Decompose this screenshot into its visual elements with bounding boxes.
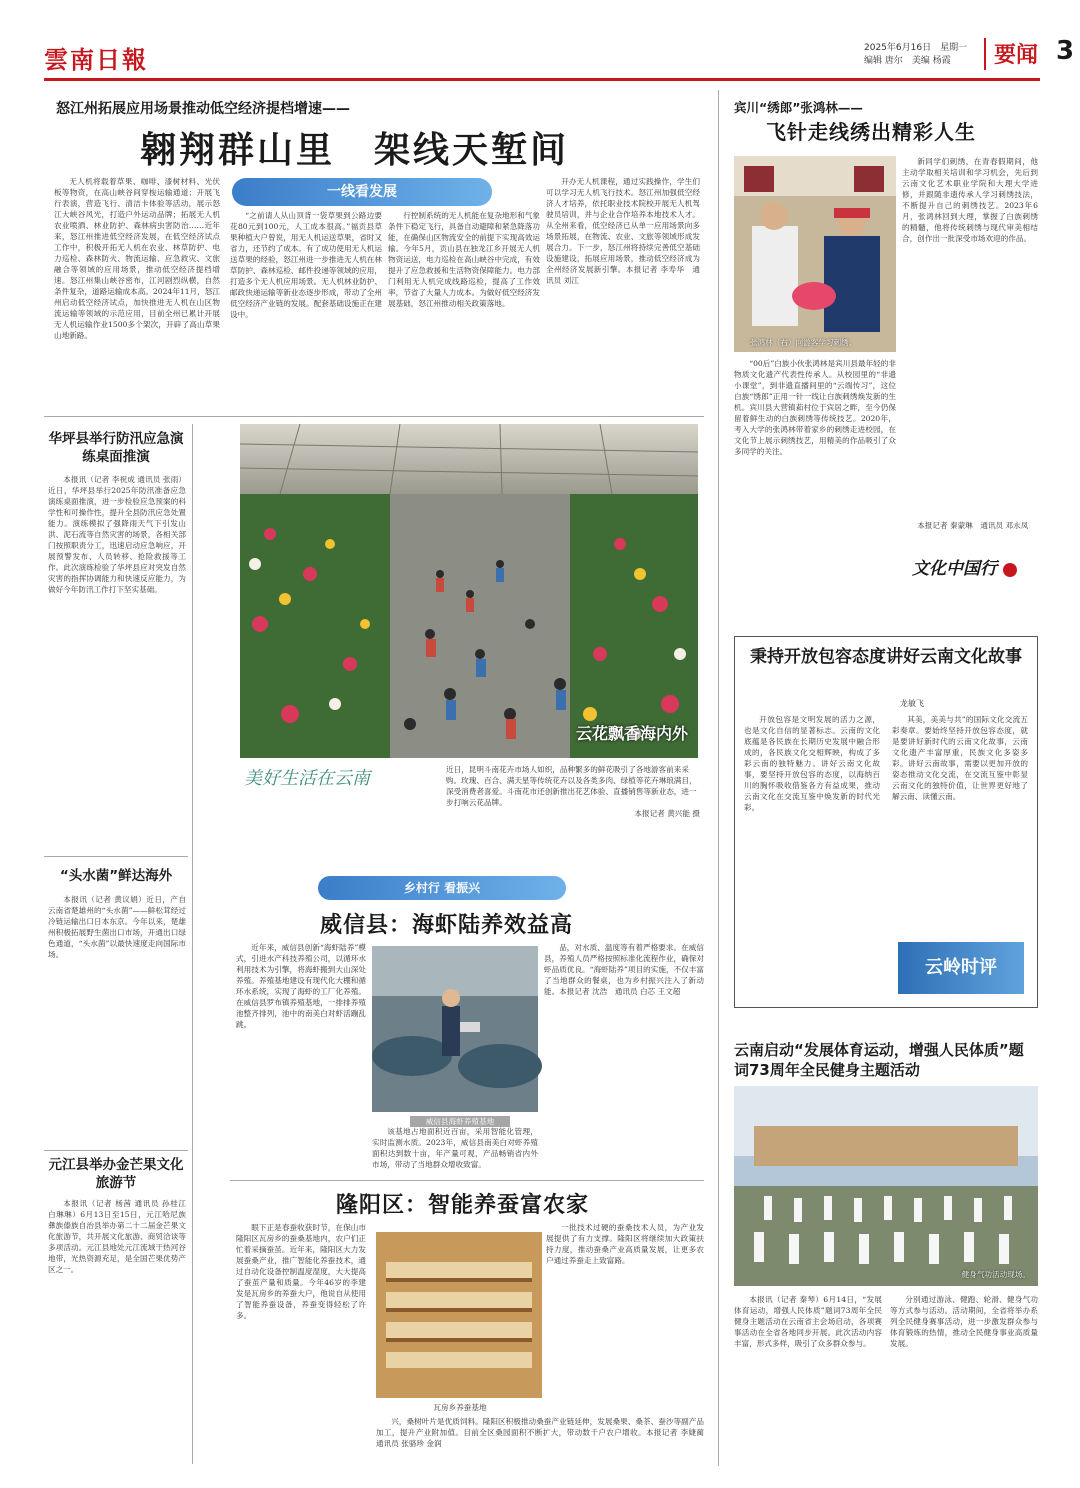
embroidery-body-b-text: “00后”白族小伙张鸿林是宾川县最年轻的非物质文化遗产代表性传承人。从校园里的“非遗小课堂”，到非遗直播间里的“云端传习”，这位白族“绣郎”正用一针一线让白族刺绣焕发新的生机。宾川县大营镇萂村位于宾居之畔，至今仍保留着鲜生动的白族刺绣等传统技艺。2020年，考入大学的张鸿林带着家乡的刺绣走进校园，在文化节上展示刺绣技艺，用精美的作品吸引了众多同学的关注。 (734, 359, 896, 456)
masthead (44, 36, 1075, 76)
silkworm-image (376, 1232, 542, 1398)
shrimp-farm-photo (372, 946, 538, 1112)
fitness-body-a-text: 本报讯（记者 秦琴）6月14日，“发展体育运动，增强人民体质”题词73周年全民健身主题活动在云南省主会场启动，各项赛事活动在全省各地同步开展。此次活动内容丰富，形式多样，吸引了众多群众参与。 (734, 1295, 882, 1348)
lead-col-3-text: 行控制系统的无人机能在复杂地形和气象条件下稳定飞行，具备自动避障和紧急降落功能，在确保山区物流安全的前提下实现高效运输。今年5月，贡山县在独龙江乡开展无人机物资运送，电力巡检在高山峡谷中完成，有效提升了应急救援和生活物资保障能力。电力部门利用无人机完成线路巡检，提高了工作效率，节省了大量人力成本。为做好低空经济发展基础，怒江州推动相关政策落地。 (388, 211, 540, 308)
newspaper-logo: 雲南日報 (44, 45, 148, 74)
divider-left (192, 424, 193, 1464)
lead-col-4 (546, 176, 700, 408)
commentary-head: 秉持开放包容态度讲好云南文化故事 (750, 647, 1022, 667)
date-line: 2025年6月16日 星期一 (864, 43, 968, 53)
embroidery-credit-text: 本报记者 秦蒙琳 通讯员 邓永凤 (917, 521, 1029, 530)
weixin-body-a-text: 近年来，威信县创新“海虾陆养”模式，引进水产科技养殖公司，以循环水利用技术为引擎，将海虾搬到大山深处养殖。养殖基地建设有现代化大棚和循环水系统，实现了海虾的工厂化养殖。在威信县罗布镇养殖基地，一排排养殖池整齐排列，池中的南美白对虾活蹦乱跳。 (236, 943, 366, 1029)
fitness-body-a (734, 1294, 882, 1466)
story-flood-drill-text: 本报讯（记者 李祝成 通讯员 张雨）近日，华坪县举行2025年防汛准备应急演练桌面推演，进一步检验应急预案的科学性和可操作性，提升全县防汛应急处置能力。演练模拟了强降雨天气下引发山洪、泥石流等自然灾害的场景，各相关部门按照职责分工，迅速启动应急响应，开展预警发布、人员转移、抢险救援等工作。此次演练检验了华坪县应对突发自然灾害的指挥协调能力和快速反应能力，为做好今年防汛工作打下坚实基础。 (48, 475, 186, 594)
fitness-body-b-text: 分别通过游泳、健跑、轮滑、健身气功等方式参与活动。活动期间，全省将举办系列全民健身赛事活动，进一步激发群众参与体育锻炼的热情，推动全民健身事业高质量发展。 (890, 1295, 1038, 1348)
lead-col-2-text: “之前请人从山顶背一袋草果到公路边要花80元到100元，人工成本很高。”福贡县草果种植大户曾说，用无人机运送草果，省时又省力，还节约了成本。有了成功使用无人机运送草果的经验，怒江州进一步推进无人机在林草防护、森林巡检、邮件投递等领域的应用，打造多个无人机应用场景。无人机林业防护、邮政快递运输等新业态逐步形成，带动了全州低空经济产业链的发展。配套基础设施正在建设中。 (230, 211, 382, 319)
longyang-body-a-text: 眼下正是春蚕收获时节，在保山市隆阳区瓦房乡的蚕桑基地内，农户们正忙着采摘蚕茧。近年来，隆阳区大力发展蚕桑产业，推广智能化养蚕技术，通过自动化设备控制温度湿度，大大提高了蚕茧产量和质量。今年46岁的李建发是瓦房乡的养蚕大户，他说自从使用了智能养蚕设备，养蚕变得轻松了许多。 (236, 1223, 366, 1320)
lead-col-4-text: 开办无人机课程，通过实践操作，学生们可以学习无人机飞行技术。怒江州加强低空经济人才培养，依托职业技术院校开展无人机驾驶员培训，并与企业合作培养本地技术人才。从全州来看，低空经济已从单一应用场景向多场景拓展，在物流、农业、文旅等领域形成发展合力。下一步，怒江州将持续完善低空基础设施建设，拓展应用场景，推动低空经济成为全州经济发展新引擎。本报记者 李寿华 通讯员 刘江 (546, 177, 700, 285)
story-mango-head: 元江县举办金芒果文化旅游节 (48, 1157, 184, 1191)
date-editor-info (864, 42, 967, 68)
story-flood-drill-head: 华坪县举行防汛应急演练桌面推演 (48, 431, 184, 465)
fitness-photo (734, 1086, 1038, 1286)
page-number: 3 (1056, 36, 1075, 66)
divider-rural (230, 1180, 704, 1181)
divider-left-2 (44, 1150, 188, 1151)
header-separator (984, 38, 986, 70)
story-mushroom-head: “头水菌”鲜达海外 (59, 868, 173, 884)
weixin-body-b (372, 1126, 538, 1172)
commentary-author: 龙敏飞 (900, 699, 924, 708)
longyang-body-c-text: 一批技术过硬的蚕桑技术人员，为产业发展提供了有力支撑。隆阳区将继续加大政策扶持力度，推动蚕桑产业高质量发展，让更多农户通过养蚕走上致富路。 (546, 1223, 704, 1265)
commentary-body-a (744, 714, 880, 1000)
yunling-commentary-logo: 云岭时评 (898, 942, 1024, 994)
rural-ribbon-label: 乡村行 看振兴 (403, 881, 481, 895)
embroidery-body-a (902, 156, 1038, 518)
silkworm-photo-caption: 瓦房乡养蚕基地 (433, 1403, 487, 1412)
longyang-body-c (546, 1222, 704, 1372)
story-mushroom-body (48, 894, 186, 1144)
story-mushroom-text: 本报讯（记者 黄议娟）近日，产自云南省楚雄州的“头水菌”——鲜松茸经过冷链运输出口日本东京。今年以来，楚雄州积极拓展野生菌出口市场，开通出口绿色通道，“头水菌”以最快速度走向国际市场。 (48, 895, 186, 959)
embroidery-head: 飞针走线绣出精彩人生 (766, 120, 976, 144)
lead-col-3 (388, 210, 540, 408)
weixin-body-c (544, 942, 704, 1172)
commentary-body-b-text: 其美，美美与共”的国际文化交流五彩奏章。要始终坚持开放包容态度，就是要讲好新时代的云南文化故事，云南文化遗产丰富厚重，民族文化多姿多彩。讲好云南故事，需要以更加开放的姿态推动文化交流，在交流互鉴中彰显云南文化的独特价值，让世界更好地了解云南、读懂云南。 (892, 715, 1028, 801)
weixin-shrimp-head: 威信县：海虾陆养效益高 (320, 913, 574, 938)
weixin-body-b-text: 该基地占地面积近百亩，采用智能化管理，实时监测水质。2023年，威信县南美白对虾养殖面积达到数十亩，年产量可观，产品畅销省内外市场，带动了当地群众增收致富。 (372, 1127, 538, 1169)
embroidery-photo (734, 156, 896, 352)
commentary-body-b (892, 714, 1028, 932)
embroidery-body-a-text: 新同学们刺绣，在青春假期间，他主动学取相关培训和学习机会，先后到云南文化艺术职业学院和大理大学进修，并跟随非遗传承人学习刺绣技法，不断提升自己的刺绣技艺。2023年6月，张鸿林回到大理，掌握了白族刺绣的精髓，他将传统刺绣与现代审美相结合，创作出一批深受市场欢迎的作品。 (902, 157, 1038, 243)
silkworm-photo (376, 1232, 542, 1398)
longyang-body-b-text: 兴，桑树叶片是优质饲料。隆阳区积极推动桑蚕产业链延伸，发展桑果、桑茶、蚕沙等副产品加工，提升产业附加值。目前全区桑园面积不断扩大，带动数千户农户增收。本报记者 李婕蔺 通讯员 张骆珍 金润 (376, 1417, 712, 1448)
section-name: 要闻 (994, 43, 1039, 68)
shrimp-photo-caption: 威信县海虾养殖基地 (410, 1116, 510, 1127)
flower-market-image (240, 424, 698, 758)
lead-col-2 (230, 210, 382, 408)
culture-china-badge-text: 文化中国行 (912, 559, 997, 579)
embroidery-image (734, 156, 896, 352)
divider-left-1 (44, 856, 188, 857)
weixin-body-c-text: 品，对水质、温度等有着严格要求。在威信县，养殖人员严格按照标准化流程作业，确保对虾品质优良。“海虾陆养”项目的实施，不仅丰富了当地群众的餐桌，也为乡村振兴注入了新动能。本报记者 沈浩 通讯员 白芯 王文超 (544, 943, 704, 996)
ribbon-label: 一线看发展 (327, 184, 397, 200)
flower-caption-text: 近日，昆明斗南花卉市场人如织，品种繁多的鲜花吸引了各地游客前来采购。玫瑰、百合、满天星等传统花卉以及各类多肉、绿植等花卉琳琅满目，深受消费者喜爱。斗南花市还创新推出花艺体验、直播销售等新业态，进一步打响云花品牌。 (446, 765, 697, 807)
story-flood-drill-body (48, 474, 186, 846)
commentary-body-a-text: 开放包容是文明发展的活力之源，也是文化自信的显著标志。云南的文化底蕴是各民族在长期历史发展中融合形成的，各民族文化交相辉映，构成了多彩云南的独特魅力。讲好云南文化故事，要坚持开放包容的态度，以海纳百川的胸怀吸收借鉴各方有益成果，推动云南文化在交流互鉴中焕发新的时代光彩。 (744, 715, 880, 812)
story-mango-body (48, 1198, 186, 1466)
embroidery-credit (902, 520, 1038, 546)
flower-photo-caption (446, 764, 700, 818)
lead-kicker: 怒江州拓展应用场景推动低空经济提档增速—— (56, 101, 350, 117)
section-ribbon-frontline (232, 178, 492, 206)
column-logo-beautiful-life: 美好生活在云南 (244, 768, 370, 789)
longyang-body-a (236, 1222, 366, 1466)
flower-photo-credit: 本报记者 黄兴能 摄 (634, 809, 700, 818)
story-mango-text: 本报讯（记者 杨茜 通讯员 孙桂江 白琳琳）6月13日至15日，元江哈尼族彝族傣族自治县举办第二十二届金芒果文化旅游节，共开展文化旅游、商贸洽谈等多项活动。元江县地处元江流域干热河谷地带，光热资源充足，是全国芒果优势产区之一。 (48, 1199, 186, 1274)
lead-col-1 (54, 176, 220, 408)
divider-lead (44, 416, 704, 417)
header-rule (44, 78, 1040, 81)
fitness-body-b (890, 1294, 1038, 1466)
weixin-body-a (236, 942, 366, 1172)
flower-photo-title: 云花飘香海内外 (575, 724, 688, 743)
longyang-body-b (376, 1416, 712, 1466)
fitness-image (734, 1086, 1038, 1286)
embroidery-kicker: 宾川“绣郎”张鸿林—— (734, 100, 863, 115)
section-ribbon-rural (318, 876, 566, 900)
lead-headline: 翱翔群山里 架线天堑间 (140, 130, 570, 171)
fitness-head: 云南启动“发展体育运动，增强人民体质”题词73周年全民健身主题活动 (734, 1041, 1024, 1079)
shrimp-farm-image (372, 946, 538, 1112)
culture-china-seal-icon (1003, 563, 1017, 577)
flower-market-photo (240, 424, 698, 758)
culture-china-badge (912, 554, 1032, 598)
divider-right (718, 90, 719, 1466)
longyang-silk-head: 隆阳区：智能养蚕富农家 (336, 1193, 590, 1218)
embroidery-photo-caption: 张鸿林（右）向游客学习刺绣。 (750, 338, 857, 347)
fitness-photo-caption: 健身气功活动现场。 (961, 1270, 1030, 1279)
editors-line: 编辑 唐尔 美编 杨霞 (864, 56, 951, 66)
lead-col-1-text: 无人机将载着草果、咖啡、漆树材料、光伏板等物资，在高山峡谷间穿梭运输通道；开展飞行表演，营造飞行、清洁卡体验等活动，展示怒江大峡谷风光，打造户外运动品牌；拓展无人机农业喷洒、林业防护、森林病虫害防治……近年来，怒江州推进低空经济发展，在低空经济试点工作中，积极开拓无人机在农业、林草防护、电力巡检、森林防火、物流运输、应急救灾、文旅融合等领域的应用场景，推动低空经济提档增速。怒江州集山峡谷密布，江河剧烈纵横，自然条件复杂，道路运输成本高。2024年11月，怒江州启动低空经济试点，加快推进无人机在山区物流运输等领域的示范应用，目前全州已累计开展无人机运输作业1500多个架次，开辟了高山草果山地新路。 (54, 177, 220, 340)
embroidery-body-b (734, 358, 896, 630)
